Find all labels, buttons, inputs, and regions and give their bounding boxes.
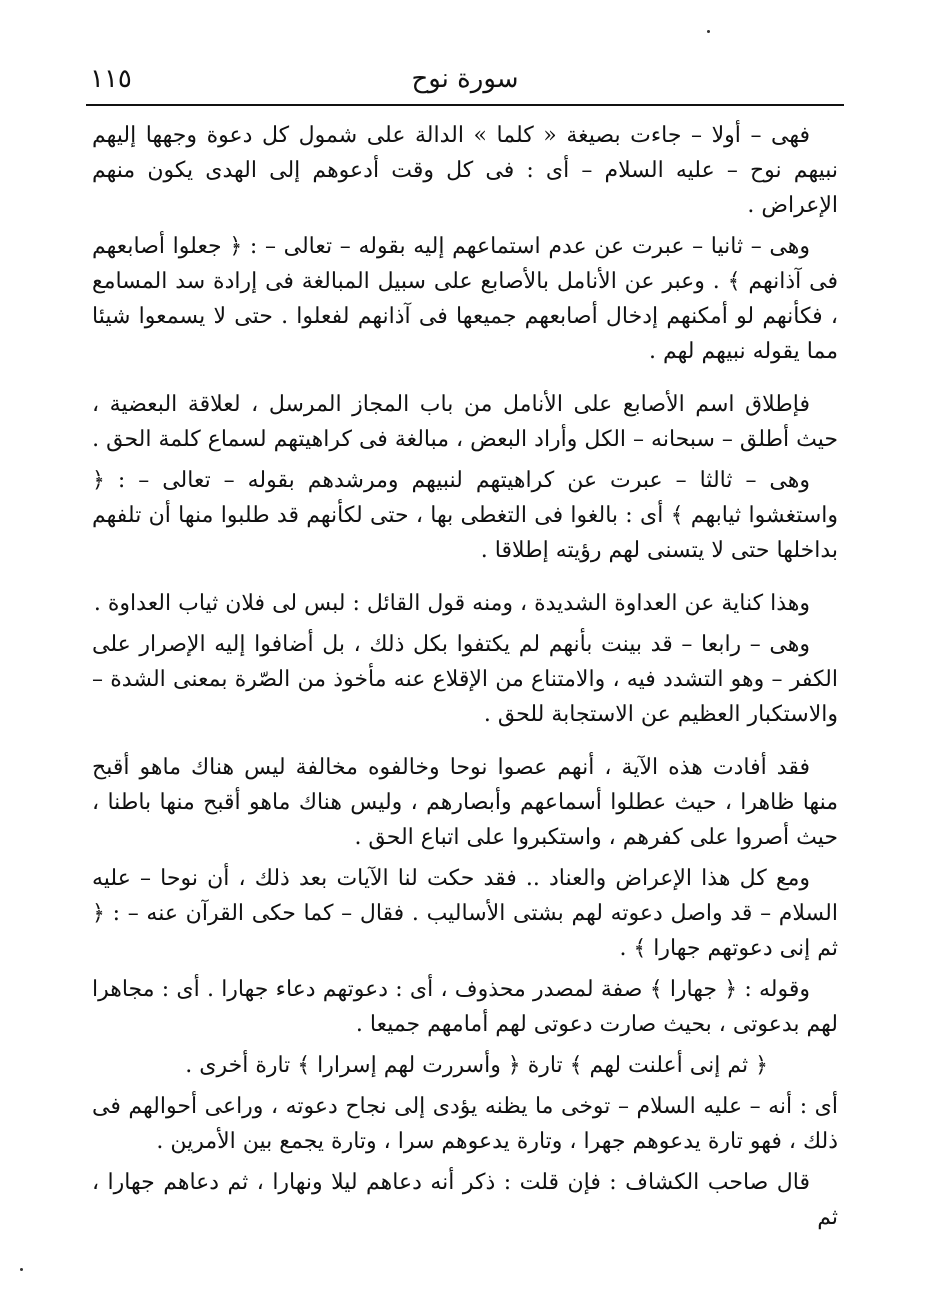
paragraph-5: وهذا كناية عن العداوة الشديدة ، ومنه قول القائل : لبس لى فلان ثياب العداوة . (93, 591, 810, 616)
paragraph-10: ﴿ ثم إنى أعلنت لهم ﴾ تارة ﴿ وأسررت لهم إسرارا ﴾ تارة أخرى . (185, 1053, 768, 1078)
paragraph-9: وقوله : ﴿ جهارا ﴾ صفة لمصدر محذوف ، أى : دعوتهم دعاء جهارا . أى : مجاهرا لهم بدعوتى ، بحيث صارت دعوتى لهم أمامهم جميعا . (92, 977, 838, 1037)
paragraph-2: وهى – ثانيا – عبرت عن عدم استماعهم إليه بقوله – تعالى – : ﴿ جعلوا أصابعهم فى آذانهم ﴾ . وعبر عن الأنامل بالأصابع على سبيل المبالغة فى إرادة سد المسامع ، فكأنهم لو أمكنهم إدخال أصابعهم جميعها فى آذانهم لفعلوا . حتى لا يسمعوا شيئا مما يقوله نبيهم لهم . (92, 234, 838, 364)
page-header (90, 58, 840, 98)
paragraph-6: وهى – رابعا – قد بينت بأنهم لم يكتفوا بكل ذلك ، بل أضافوا إليه الإصرار على الكفر – وهو التشدد فيه ، والامتناع من الإقلاع عنه مأخوذ من الصّرة بمعنى الشدة – والاستكبار العظيم عن الاستجابة للحق . (92, 632, 838, 727)
running-title: سورة نوح (411, 64, 519, 94)
paragraph-4: وهى – ثالثا – عبرت عن كراهيتهم لنبيهم ومرشدهم بقوله – تعالى – : ﴿ واستغشوا ثيابهم ﴾ أى : بالغوا فى التغطى بها ، حتى لكأنهم قد طلبوا منها أن تلفهم بداخلها حتى لا يتسنى لهم رؤيته إطلاقا . (92, 468, 838, 563)
scan-speck (20, 1268, 23, 1271)
paragraph-12: قال صاحب الكشاف : فإن قلت : ذكر أنه دعاهم ليلا ونهارا ، ثم دعاهم جهارا ، ثم (92, 1170, 838, 1230)
paragraph-7: فقد أفادت هذه الآية ، أنهم عصوا نوحا وخالفوه مخالفة ليس هناك ماهو أقبح منها ظاهرا ، حيث عطلوا أسماعهم وأبصارهم ، وليس هناك ماهو أقبح منها باطنا ، حيث أصروا على كفرهم ، واستكبروا على اتباع الحق . (92, 755, 838, 850)
header-rule (86, 104, 844, 106)
body-text (92, 118, 838, 1235)
paragraph-8: ومع كل هذا الإعراض والعناد .. فقد حكت لنا الآيات بعد ذلك ، أن نوحا – عليه السلام – قد واصل دعوته لهم بشتى الأساليب . فقال – كما حكى القرآن عنه – : ﴿ ثم إنى دعوتهم جهارا ﴾ . (92, 866, 838, 961)
page-number: ١١٥ (90, 64, 132, 94)
scan-speck (707, 30, 710, 33)
paragraph-3: فإطلاق اسم الأصابع على الأنامل من باب المجاز المرسل ، لعلاقة البعضية ، حيث أطلق – سبحانه – الكل وأراد البعض ، مبالغة فى كراهيتهم لسماع كلمة الحق . (92, 392, 838, 452)
paragraph-11: أى : أنه – عليه السلام – توخى ما يظنه يؤدى إلى نجاح دعوته ، وراعى أحوالهم فى ذلك ، فهو تارة يدعوهم جهرا ، وتارة يدعوهم سرا ، وتارة يجمع بين الأمرين . (92, 1094, 838, 1154)
paragraph-1: فهى – أولا – جاءت بصيغة « كلما » الدالة على شمول كل دعوة وجهها إليهم نبيهم نوح – عليه السلام – أى : فى كل وقت أدعوهم إلى الهدى يكون منهم الإعراض . (92, 123, 838, 218)
